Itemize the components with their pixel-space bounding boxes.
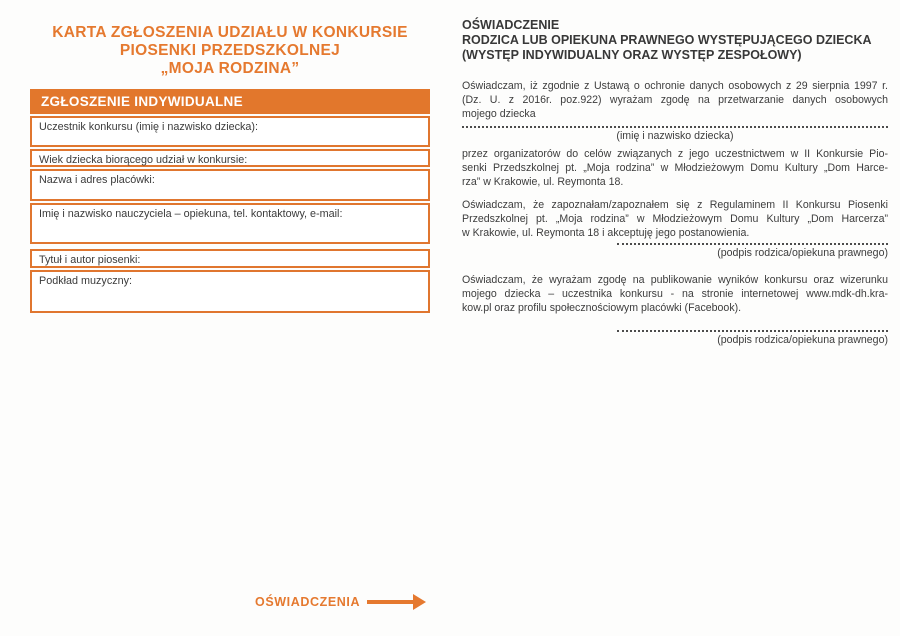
field-song-title [30, 249, 430, 268]
statement-paragraph-2 [462, 147, 888, 189]
field-child-age [30, 149, 430, 167]
statements-pointer-label: OŚWIADCZENIA [255, 595, 361, 609]
statement-paragraph-4-line: mojego dziecka – uczestnika konkursu - na stronie internetowej www.mdk-dh.kra- [462, 288, 888, 300]
field-teacher-contact-label: Imię i nazwisko nauczyciela – opiekuna, tel. kontaktowy, e-mail: [39, 208, 343, 220]
statement-paragraph-3 [462, 198, 888, 240]
statement-paragraph-4 [462, 273, 888, 315]
field-participant-name [30, 116, 430, 147]
page-title-line-3: „MOJA RODZINA” [160, 60, 300, 77]
child-name-caption: (imię i nazwisko dziecka) [616, 130, 734, 142]
statement-heading-line-2: RODZICA LUB OPIEKUNA PRAWNEGO WYSTĘPUJĄCEGO DZIECKA [462, 33, 872, 47]
field-backing-track [30, 270, 430, 313]
statements-pointer [255, 594, 426, 610]
right-arrow-icon [367, 594, 426, 610]
guardian-signature-caption-1: (podpis rodzica/opiekuna prawnego) [717, 247, 888, 259]
guardian-signature-line-2 [617, 330, 888, 332]
application-form-section [30, 24, 430, 313]
statement-section [462, 18, 888, 347]
field-teacher-contact [30, 203, 430, 244]
field-backing-track-label: Podkład muzyczny: [39, 275, 133, 287]
field-participant-name-label: Uczestnik konkursu (imię i nazwisko dziecka): [39, 121, 259, 133]
page-title [30, 24, 430, 78]
statement-paragraph-2-line: senki Przedszkolnej pt. „Moja rodzina” w Młodzieżowym Domu Kultury „Dom Harce- [462, 162, 888, 174]
page-title-line-2: PIOSENKI PRZEDSZKOLNEJ [119, 42, 341, 59]
guardian-signature-caption-2: (podpis rodzica/opiekuna prawnego) [717, 334, 888, 346]
statement-heading-line-3: (WYSTĘP INDYWIDUALNY ORAZ WYSTĘP ZESPOŁOWY) [462, 48, 802, 62]
statement-paragraph-1 [462, 79, 888, 121]
statement-paragraph-1-line: (Dz. U. z 2016r. poz.922) wyrażam zgodę na przetwarzanie danych osobowych [462, 94, 888, 106]
child-name-signature-line [462, 126, 888, 128]
right-arrow-shaft [367, 600, 413, 604]
field-child-age-label: Wiek dziecka biorącego udział w konkursie: [39, 154, 248, 166]
statement-paragraph-2-line: rza” w Krakowie, ul. Reymonta 18. [462, 176, 624, 188]
statement-paragraph-3-line: Przedszkolnej pt. „Moja rodzina” w Młodzieżowym Domu Kultury „Dom Harcerza” [462, 213, 888, 225]
form-section-header: ZGŁOSZENIE INDYWIDUALNE [30, 89, 430, 114]
statement-paragraph-1-line: mojego dziecka [462, 108, 536, 120]
guardian-signature-line-1 [617, 243, 888, 245]
statement-paragraph-4-line: kow.pl oraz profilu społecznościowym placówki (Facebook). [462, 302, 742, 314]
statement-paragraph-1-line: Oświadczam, iż zgodnie z Ustawą o ochronie danych osobowych z 29 sierpnia 1997 r. [462, 80, 888, 92]
field-song-title-label: Tytuł i autor piosenki: [39, 254, 141, 266]
statement-paragraph-3-line: w Krakowie, ul. Reymonta 18 i akceptuję jego postanowienia. [462, 227, 750, 239]
statement-heading [462, 18, 888, 63]
field-institution [30, 169, 430, 201]
individual-entry-form [30, 89, 430, 313]
statement-paragraph-4-line: Oświadczam, że wyrażam zgodę na publikowanie wyników konkursu oraz wizerunku [462, 274, 888, 286]
right-arrow-head [413, 594, 426, 610]
statement-heading-line-1: OŚWIADCZENIE [462, 18, 560, 32]
page-title-line-1: KARTA ZGŁOSZENIA UDZIAŁU W KONKURSIE [52, 24, 408, 41]
statement-paragraph-3-line: Oświadczam, że zapoznałam/zapoznałem się z Regulaminem II Konkursu Piosenki [462, 199, 888, 211]
field-institution-label: Nazwa i adres placówki: [39, 174, 155, 186]
statement-paragraph-2-line: przez organizatorów do celów związanych z jego uczestnictwem w II Konkursie Pio- [462, 148, 888, 160]
